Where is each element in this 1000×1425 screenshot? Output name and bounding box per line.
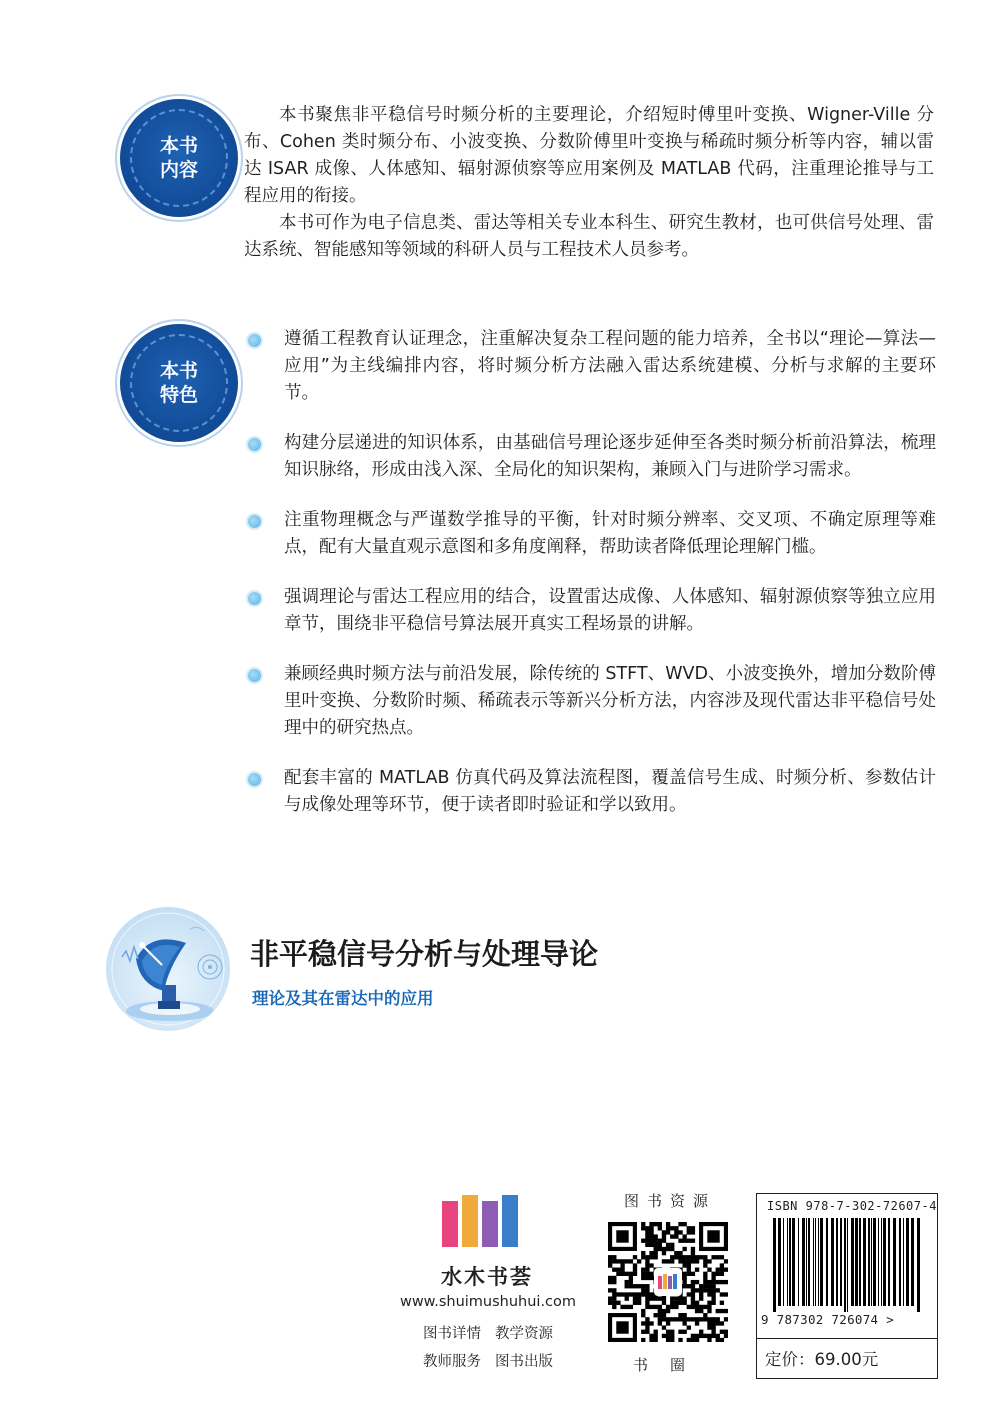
isbn-text: ISBN 978-7-302-72607-4 [767, 1199, 937, 1213]
book-title: 非平稳信号分析与处理导论 [250, 937, 599, 971]
content-badge [120, 99, 238, 217]
publisher-name: 水木书荟 [441, 1264, 533, 1289]
qr-bottom-label: 书圈 [632, 1356, 707, 1374]
content-badge-label: 本书内容 [159, 135, 198, 181]
feature-item [246, 507, 936, 561]
qr-code-icon[interactable] [608, 1222, 728, 1342]
link-teacher-service[interactable]: 教师服务 [423, 1354, 481, 1370]
ean-digits: 9 787302 726074 > [761, 1312, 895, 1327]
feature-item [246, 584, 936, 638]
bullet-icon [248, 334, 261, 347]
link-book-publishing[interactable]: 图书出版 [495, 1354, 553, 1370]
features-badge [120, 324, 238, 442]
content-paragraph: 本书可作为电子信息类、雷达等相关专业本科生、研究生教材，也可供信号处理、雷达系统、智能感知等领域的科研人员与工程技术人员参考。 [244, 213, 934, 260]
feature-text: 注重物理概念与严谨数学推导的平衡，针对时频分辨率、交叉项、不确定原理等难点，配有大量直观示意图和多角度阐释，帮助读者降低理论理解门槛。 [284, 510, 936, 557]
feature-item [246, 661, 936, 742]
features-badge-label: 本书特色 [159, 360, 198, 406]
feature-text: 配套丰富的 MATLAB 仿真代码及算法流程图，覆盖信号生成、时频分析、参数估计与成像处理等环节，便于读者即时验证和学以致用。 [284, 768, 936, 815]
feature-text: 遵循工程教育认证理念，注重解决复杂工程问题的能力培养，全书以“理论—算法—应用”为主线编排内容，将时频分析方法融入雷达系统建模、分析与求解的主要环节。 [284, 329, 936, 403]
feature-item [246, 430, 936, 484]
bullet-icon [248, 592, 261, 605]
price: 定价：69.00元 [765, 1350, 879, 1369]
book-subtitle: 理论及其在雷达中的应用 [252, 989, 434, 1008]
bullet-icon [248, 438, 261, 451]
publisher-links [378, 1320, 598, 1376]
features-list [246, 326, 936, 819]
radar-dish-icon [106, 907, 230, 1031]
feature-item [246, 765, 936, 819]
feature-item [246, 326, 936, 407]
feature-text: 强调理论与雷达工程应用的结合，设置雷达成像、人体感知、辐射源侦察等独立应用章节，围绕非平稳信号算法展开真实工程场景的讲解。 [284, 587, 936, 634]
bullet-icon [248, 515, 261, 528]
isbn-barcode [756, 1193, 938, 1379]
feature-text: 构建分层递进的知识体系，由基础信号理论逐步延伸至各类时频分析前沿算法，梳理知识脉络，形成由浅入深、全局化的知识架构，兼顾入门与进阶学习需求。 [284, 433, 936, 480]
divider [757, 1338, 937, 1339]
feature-text: 兼顾经典时频方法与前沿发展，除传统的 STFT、WVD、小波变换外，增加分数阶傅里叶变换、分数阶时频、稀疏表示等新兴分析方法，内容涉及现代雷达非平稳信号处理中的研究热点。 [284, 664, 936, 738]
bullet-icon [248, 773, 261, 786]
bullet-icon [248, 669, 261, 682]
barcode-icon [771, 1218, 923, 1312]
publisher-url[interactable]: www.shuimushuhui.com [399, 1294, 577, 1310]
publisher-logo [440, 1193, 530, 1251]
link-teaching-resources[interactable]: 教学资源 [495, 1326, 553, 1342]
qr-top-label: 图书资源 [623, 1192, 716, 1210]
link-book-details[interactable]: 图书详情 [423, 1326, 481, 1342]
qr-logo-icon [654, 1268, 682, 1296]
content-paragraph: 本书聚焦非平稳信号时频分析的主要理论，介绍短时傅里叶变换、Wigner-Ville 分布、Cohen 类时频分布、小波变换、分数阶傅里叶变换与稀疏时频分析等内容，辅以雷达 ISAR 成像、人体感知、辐射源侦察等应用案例及 MATLAB 代码，注重理论推导与工程应用的衔接。 [244, 105, 934, 206]
content-description [244, 102, 934, 264]
